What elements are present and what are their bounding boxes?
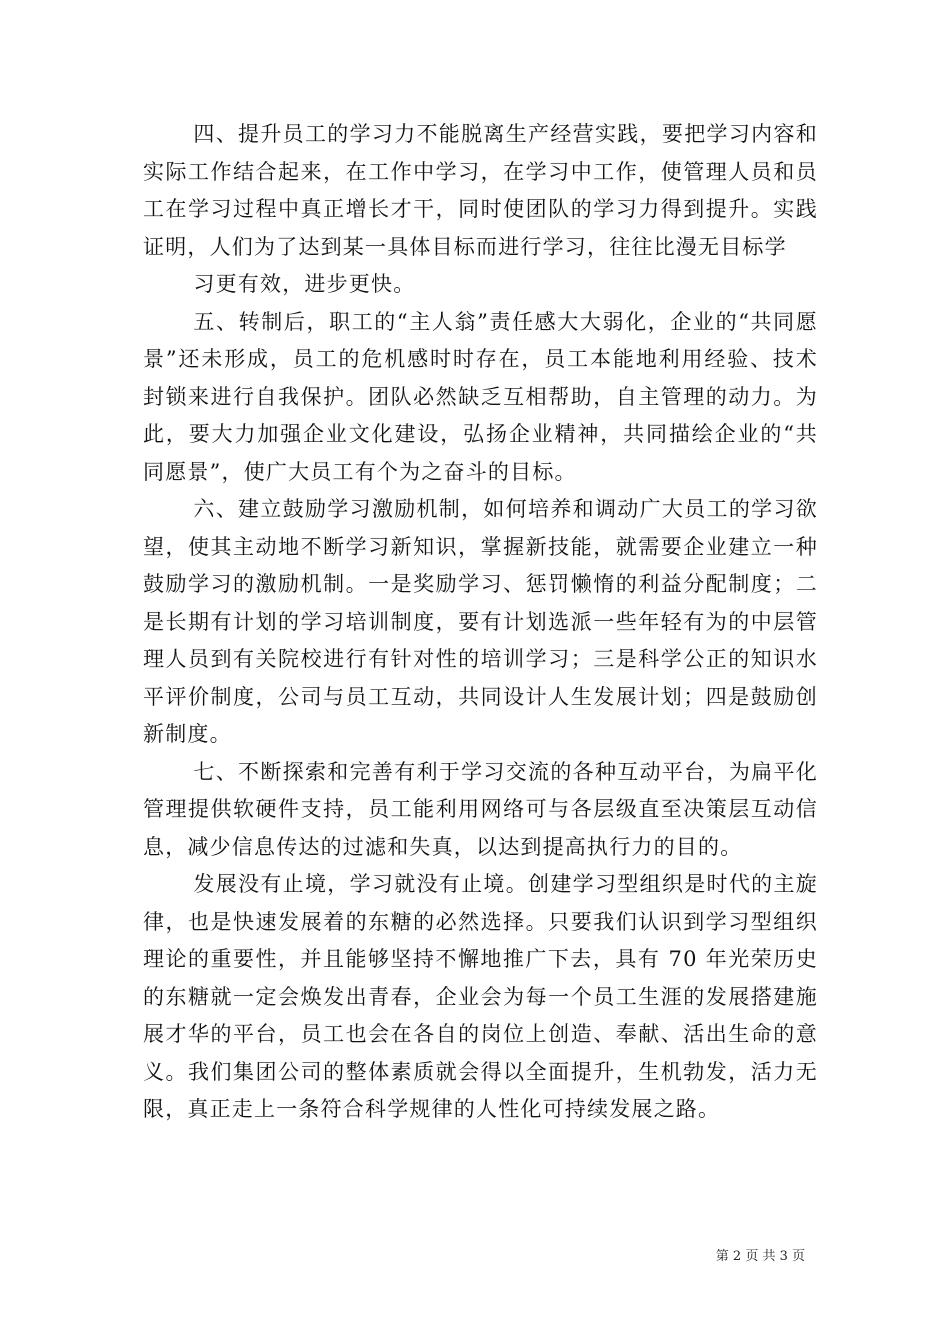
page-number: 第 2 页 共 3 页 xyxy=(715,1249,805,1264)
paragraph-conclusion: 发展没有止境，学习就没有止境。创建学习型组织是时代的主旋律，也是快速发展着的东糖的必然选择。只要我们认识到学习型组织理论的重要性，并且能够坚持不懈地推广下去，具有 70 年光荣历史的东糖就一定会焕发出青春，企业会为每一个员工生涯的发展搭建施展才华的平台，员工也会在各自的岗位上创造、奉献、活出生命的意义。我们集团公司的整体素质就会得以全面提升，生机勃发，活力无限，真正走上一条符合科学规律的人性化可持续发展之路。 xyxy=(143,872,818,1121)
paragraph-5: 五、转制后，职工的“主人翁”责任感大大弱化，企业的“共同愿景”还未形成，员工的危机感时时存在，员工本能地利用经验、技术封锁来进行自我保护。团队必然缺乏互相帮助，自主管理的动力。为此，要大力加强企业文化建设，弘扬企业精神，共同描绘企业的“共同愿景”，使广大员工有个为之奋斗的目标。 xyxy=(143,309,818,484)
document-body xyxy=(143,116,818,1129)
paragraph-6: 六、建立鼓励学习激励机制，如何培养和调动广大员工的学习欲望，使其主动地不断学习新知识，掌握新技能，就需要企业建立一种鼓励学习的激励机制。一是奖励学习、惩罚懒惰的利益分配制度；二是长期有计划的学习培训制度，要有计划选派一些年轻有为的中层管理人员到有关院校进行有针对性的培训学习；三是科学公正的知识水平评价制度，公司与员工互动，共同设计人生发展计划；四是鼓励创新制度。 xyxy=(143,497,818,746)
paragraph-4-continued: 习更有效，进步更快。 xyxy=(193,272,416,296)
paragraph-7: 七、不断探索和完善有利于学习交流的各种互动平台，为扁平化管理提供软硬件支持，员工能利用网络可与各层级直至决策层互动信息，减少信息传达的过滤和失真，以达到提高执行力的目的。 xyxy=(143,759,818,859)
paragraph-4: 四、提升员工的学习力不能脱离生产经营实践，要把学习内容和实际工作结合起来，在工作中学习，在学习中工作，使管理人员和员工在学习过程中真正增长才干，同时使团队的学习力得到提升。实践证明，人们为了达到某一具体目标而进行学习，往往比漫无目标学 xyxy=(143,122,818,259)
